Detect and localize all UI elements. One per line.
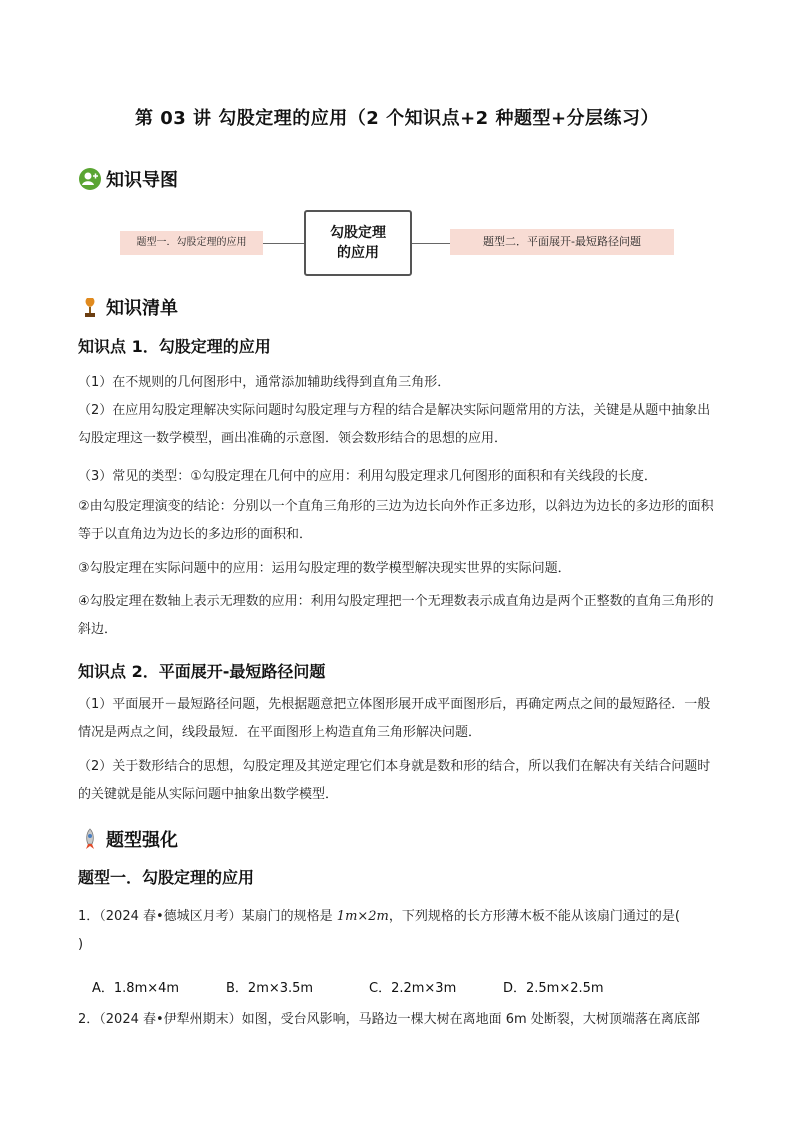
mindmap-node-center: [304, 210, 412, 276]
kp1-paragraph-4: ②由勾股定理演变的结论：分别以一个直角三角形的三边为边长向外作正多边形，以斜边为边长的多边形的面积等于以直角边为边长的多边形的面积和．: [78, 499, 714, 542]
connector-line: [263, 243, 304, 244]
mindmap-center-label: 勾股定理的应用: [330, 225, 386, 261]
people-icon: [78, 167, 102, 191]
page-title: 第 03 讲 勾股定理的应用（2 个知识点+2 种题型+分层练习）: [134, 108, 660, 129]
checklist-heading: [78, 294, 178, 320]
question-1-paren: ): [78, 937, 84, 952]
knowledge-point-1-title: 知识点 1．勾股定理的应用: [78, 337, 271, 356]
question-1-text: 1．（2024 春•德城区月考）某扇门的规格是: [78, 909, 337, 924]
trophy-icon: [78, 295, 102, 319]
kp1-paragraph-3: （3）常见的类型：①勾股定理在几何中的应用：利用勾股定理求几何图形的面积和有关线段的长度．: [78, 469, 657, 484]
practice-heading-label: 题型强化: [106, 830, 178, 851]
kp2-paragraph-2: （2）关于数形结合的思想，勾股定理及其逆定理它们本身就是数和形的结合，所以我们在解决有关结合问题时的关键就是能从实际问题中抽象出数学模型．: [78, 759, 711, 802]
kp1-paragraph-6: ④勾股定理在数轴上表示无理数的应用：利用勾股定理把一个无理数表示成直角边是两个正整数的直角三角形的斜边．: [78, 594, 714, 637]
mindmap-node-left: 题型一．勾股定理的应用: [120, 231, 263, 255]
mindmap-heading: [78, 166, 178, 192]
checklist-heading-label: 知识清单: [106, 298, 178, 319]
option-b: B．2m×3.5m: [226, 981, 314, 996]
mind-map: [120, 210, 680, 276]
practice-heading: [78, 826, 178, 852]
question-1-size: 1m×2m: [336, 909, 389, 924]
kp1-paragraph-5: ③勾股定理在实际问题中的应用：运用勾股定理的数学模型解决现实世界的实际问题．: [78, 561, 571, 576]
kp1-paragraph-2: （2）在应用勾股定理解决实际问题时勾股定理与方程的结合是解决实际问题常用的方法，关键是从题中抽象出勾股定理这一数学模型，画出准确的示意图．领会数形结合的思想的应用．: [78, 403, 711, 446]
type-1-title: 题型一．勾股定理的应用: [78, 868, 255, 887]
option-a: A．1.8m×4m: [92, 981, 180, 996]
knowledge-point-2-title: 知识点 2．平面展开-最短路径问题: [78, 662, 326, 681]
question-1: [78, 903, 728, 959]
kp1-paragraph-1: （1）在不规则的几何图形中，通常添加辅助线得到直角三角形．: [78, 375, 451, 390]
option-c: C．2.2m×3m: [369, 981, 457, 996]
rocket-icon: [78, 827, 102, 851]
connector-line: [410, 243, 450, 244]
question-1-text-cont: ，下列规格的长方形薄木板不能从该扇门通过的是(: [388, 909, 680, 924]
kp2-paragraph-1: （1）平面展开－最短路径问题，先根据题意把立体图形展开成平面图形后，再确定两点之间的最短路径．一般情况是两点之间，线段最短．在平面图形上构造直角三角形解决问题．: [78, 697, 711, 740]
question-1-options: [92, 977, 633, 996]
option-d: D．2.5m×2.5m: [503, 981, 604, 996]
mindmap-node-right: 题型二．平面展开-最短路径问题: [450, 229, 674, 255]
question-2: 2．（2024 春•伊犁州期末）如图，受台风影响，马路边一棵大树在离地面 6m 处断裂，大树顶端落在离底部: [78, 1012, 700, 1027]
mindmap-heading-label: 知识导图: [106, 170, 178, 191]
